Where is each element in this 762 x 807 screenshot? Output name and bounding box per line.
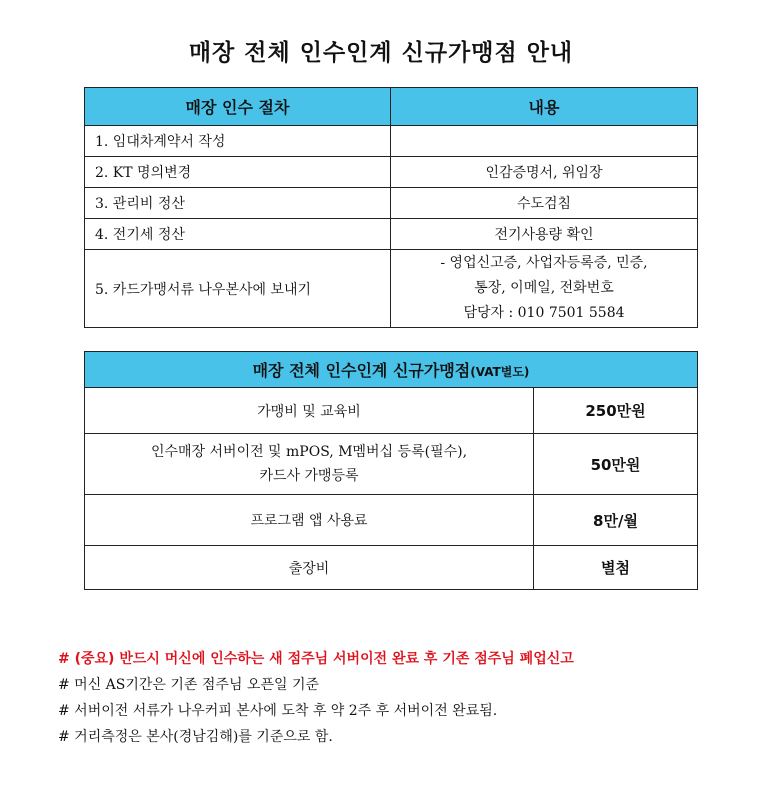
- table-row: [85, 188, 698, 219]
- fee-item-line: 카드사 가맹등록: [259, 468, 359, 484]
- procedure-content-line: 담당자 : 010 7501 5584: [463, 305, 625, 321]
- fee-header: [85, 352, 698, 388]
- page-title: 매장 전체 인수인계 신규가맹점 안내: [188, 40, 574, 66]
- table-row: [85, 250, 698, 328]
- procedure-step: 1. 임대차계약서 작성: [85, 126, 391, 157]
- fee-price: 50만원: [534, 434, 698, 495]
- procedure-table-header: [85, 88, 698, 126]
- procedure-table: [84, 87, 698, 328]
- fee-item: 가맹비 및 교육비: [85, 388, 534, 434]
- fee-table: [84, 351, 698, 590]
- procedure-step: 5. 카드가맹서류 나우본사에 보내기: [85, 250, 391, 328]
- table-row: [85, 434, 698, 495]
- procedure-header-content: 내용: [391, 88, 698, 126]
- procedure-content: 인감증명서, 위임장: [391, 157, 698, 188]
- procedure-step: 4. 전기세 정산: [85, 219, 391, 250]
- fee-item: [85, 434, 534, 495]
- note-item: # 머신 AS기간은 기존 점주님 오픈일 기준: [58, 677, 319, 693]
- table-row: [85, 126, 698, 157]
- procedure-content: 수도검침: [391, 188, 698, 219]
- table-row: [85, 388, 698, 434]
- fee-item: 출장비: [85, 546, 534, 590]
- table-row: [85, 495, 698, 546]
- fee-header-title: 매장 전체 인수인계 신규가맹점: [252, 361, 471, 380]
- procedure-content: [391, 250, 698, 328]
- procedure-step: 3. 관리비 정산: [85, 188, 391, 219]
- table-row: [85, 219, 698, 250]
- notes: [58, 646, 758, 750]
- fee-price: 별첨: [534, 546, 698, 590]
- fee-header-note: (VAT별도): [470, 365, 530, 379]
- fee-price: 8만/월: [534, 495, 698, 546]
- procedure-content-line: - 영업신고증, 사업자등록증, 민증,: [440, 255, 648, 271]
- important-note: # (중요) 반드시 머신에 인수하는 새 점주님 서버이전 완료 후 기존 점주님 폐업신고: [58, 651, 574, 667]
- procedure-content-line: 통장, 이메일, 전화번호: [474, 280, 614, 296]
- table-row: [85, 157, 698, 188]
- procedure-content: 전기사용량 확인: [391, 219, 698, 250]
- fee-price: 250만원: [534, 388, 698, 434]
- procedure-header-step: 매장 인수 절차: [85, 88, 391, 126]
- procedure-step: 2. KT 명의변경: [85, 157, 391, 188]
- note-item: # 거리측정은 본사(경남김해)를 기준으로 함.: [58, 729, 333, 745]
- procedure-content: [391, 126, 698, 157]
- fee-table-header: [85, 352, 698, 388]
- table-row: [85, 546, 698, 590]
- fee-item: 프로그램 앱 사용료: [85, 495, 534, 546]
- fee-item-line: 인수매장 서버이전 및 mPOS, M멤버십 등록(필수),: [150, 444, 468, 460]
- note-item: # 서버이전 서류가 나우커피 본사에 도착 후 약 2주 후 서버이전 완료됨.: [58, 703, 498, 719]
